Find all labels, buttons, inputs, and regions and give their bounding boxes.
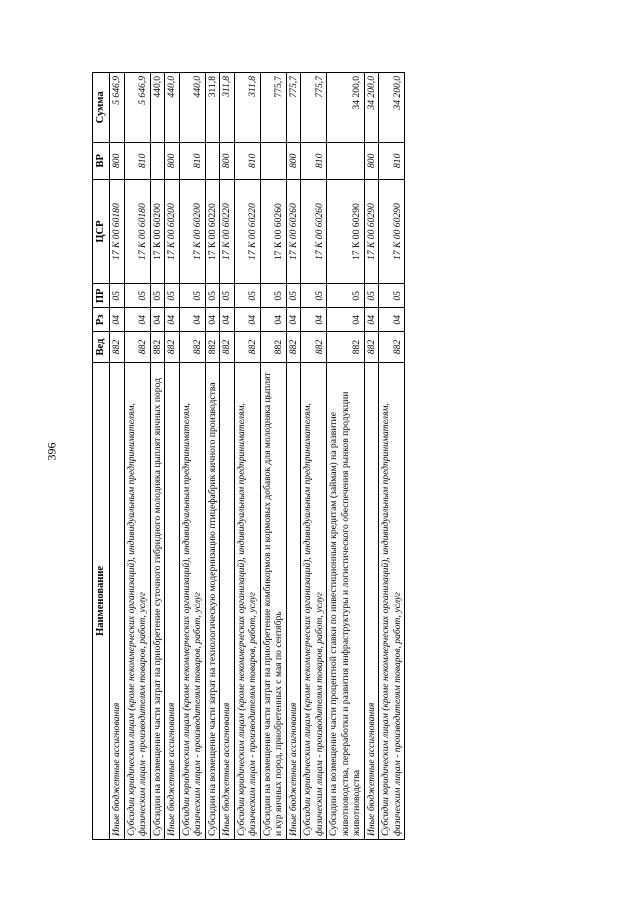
table-row <box>124 73 150 840</box>
cell-pr: 05 <box>234 284 260 308</box>
table-row <box>110 73 125 840</box>
cell-pr: 05 <box>364 284 379 308</box>
cell-csr: 17 К 00 60290 <box>327 179 365 284</box>
cell-name: Субсидии юридическим лицам (кроме некоммерческих организаций), индивидуальным предпринимателям, физическим лицам - производителям товаров, работ, услуг <box>379 362 405 839</box>
cell-name: Иные бюджетные ассигнования <box>286 362 301 839</box>
header-ved: Вед <box>93 332 110 363</box>
cell-csr: 17 К 00 60220 <box>220 179 235 284</box>
cell-name: Субсидии на возмещение части процентной ставки по инвестиционным кредитам (займам) на развитие животноводства, переработки и развития инфраструктуры и логистического обеспечения рынков продукции животноводства <box>327 362 365 839</box>
header-csr: ЦСР <box>93 179 110 284</box>
cell-name: Субсидии юридическим лицам (кроме некоммерческих организаций), индивидуальным предпринимателям, физическим лицам - производителям товаров, работ, услуг <box>124 362 150 839</box>
table-row <box>301 73 327 840</box>
table-row <box>165 73 180 840</box>
cell-pr: 05 <box>179 284 205 308</box>
table-row <box>327 73 365 840</box>
budget-table <box>92 72 405 840</box>
table-row <box>150 73 165 840</box>
cell-ved: 882 <box>260 332 286 363</box>
cell-csr: 17 К 00 60180 <box>110 179 125 284</box>
cell-name: Иные бюджетные ассигнования <box>165 362 180 839</box>
cell-pr: 05 <box>124 284 150 308</box>
cell-sum: 440,0 <box>150 73 165 143</box>
cell-rz: 04 <box>220 308 235 332</box>
cell-csr: 17 К 00 60260 <box>286 179 301 284</box>
cell-sum: 440,0 <box>179 73 205 143</box>
cell-ved: 882 <box>124 332 150 363</box>
cell-vr: 810 <box>234 142 260 179</box>
cell-csr: 17 К 00 60200 <box>150 179 165 284</box>
cell-ved: 882 <box>379 332 405 363</box>
page-number: 396 <box>44 442 59 461</box>
cell-rz: 04 <box>301 308 327 332</box>
cell-sum: 311,8 <box>234 73 260 143</box>
header-rz: Рз <box>93 308 110 332</box>
cell-vr: 810 <box>179 142 205 179</box>
cell-sum: 34 200,0 <box>364 73 379 143</box>
cell-pr: 05 <box>220 284 235 308</box>
table-header-row <box>93 73 110 840</box>
cell-rz: 04 <box>179 308 205 332</box>
table-row <box>364 73 379 840</box>
cell-sum: 440,0 <box>165 73 180 143</box>
cell-vr: 810 <box>124 142 150 179</box>
cell-name: Субсидии юридическим лицам (кроме некоммерческих организаций), индивидуальным предпринимателям, физическим лицам - производителям товаров, работ, услуг <box>234 362 260 839</box>
cell-pr: 05 <box>205 284 220 308</box>
cell-pr: 05 <box>260 284 286 308</box>
cell-sum: 775,7 <box>301 73 327 143</box>
cell-name: Иные бюджетные ассигнования <box>364 362 379 839</box>
cell-vr: 810 <box>379 142 405 179</box>
cell-ved: 882 <box>179 332 205 363</box>
cell-name: Субсидии на возмещение части затрат на технологическую модернизацию птицефабрик яичного производства <box>205 362 220 839</box>
table-row <box>205 73 220 840</box>
table-row <box>179 73 205 840</box>
cell-sum: 5 646,9 <box>124 73 150 143</box>
cell-rz: 04 <box>379 308 405 332</box>
cell-name: Субсидии юридическим лицам (кроме некоммерческих организаций), индивидуальным предпринимателям, физическим лицам - производителям товаров, работ, услуг <box>301 362 327 839</box>
cell-vr <box>150 142 165 179</box>
header-name: Наименование <box>93 362 110 839</box>
cell-rz: 04 <box>205 308 220 332</box>
cell-ved: 882 <box>301 332 327 363</box>
rotated-page-content <box>92 72 572 840</box>
table-row <box>234 73 260 840</box>
cell-csr: 17 К 00 60200 <box>165 179 180 284</box>
cell-name: Субсидии юридическим лицам (кроме некоммерческих организаций), индивидуальным предпринимателям, физическим лицам - производителям товаров, работ, услуг <box>179 362 205 839</box>
cell-vr: 800 <box>364 142 379 179</box>
cell-vr: 800 <box>220 142 235 179</box>
cell-rz: 04 <box>364 308 379 332</box>
cell-vr: 800 <box>110 142 125 179</box>
cell-name: Иные бюджетные ассигнования <box>110 362 125 839</box>
cell-sum: 5 646,9 <box>110 73 125 143</box>
header-vr: ВР <box>93 142 110 179</box>
cell-ved: 882 <box>327 332 365 363</box>
header-pr: ПР <box>93 284 110 308</box>
cell-vr <box>260 142 286 179</box>
cell-name: Субсидии на возмещение части затрат на приобретение комбикормов и кормовых добавок для молодняка цыплят и кур яичных пород, приобретенных с мая по сентябрь <box>260 362 286 839</box>
cell-pr: 05 <box>379 284 405 308</box>
cell-pr: 05 <box>301 284 327 308</box>
cell-rz: 04 <box>165 308 180 332</box>
cell-ved: 882 <box>234 332 260 363</box>
cell-ved: 882 <box>364 332 379 363</box>
cell-rz: 04 <box>327 308 365 332</box>
cell-rz: 04 <box>260 308 286 332</box>
cell-sum: 775,7 <box>286 73 301 143</box>
table-row <box>260 73 286 840</box>
cell-pr: 05 <box>327 284 365 308</box>
cell-rz: 04 <box>150 308 165 332</box>
cell-name: Иные бюджетные ассигнования <box>220 362 235 839</box>
cell-vr: 810 <box>301 142 327 179</box>
cell-pr: 05 <box>110 284 125 308</box>
cell-ved: 882 <box>150 332 165 363</box>
cell-csr: 17 К 00 60290 <box>364 179 379 284</box>
cell-sum: 775,7 <box>260 73 286 143</box>
cell-csr: 17 К 00 60220 <box>234 179 260 284</box>
cell-vr: 800 <box>286 142 301 179</box>
header-sum: Сумма <box>93 73 110 143</box>
cell-csr: 17 К 00 60220 <box>205 179 220 284</box>
cell-csr: 17 К 00 60260 <box>260 179 286 284</box>
cell-vr <box>205 142 220 179</box>
cell-rz: 04 <box>286 308 301 332</box>
cell-csr: 17 К 00 60200 <box>179 179 205 284</box>
cell-rz: 04 <box>124 308 150 332</box>
cell-csr: 17 К 00 60180 <box>124 179 150 284</box>
cell-sum: 311,8 <box>220 73 235 143</box>
cell-sum: 311,8 <box>205 73 220 143</box>
cell-pr: 05 <box>165 284 180 308</box>
cell-ved: 882 <box>220 332 235 363</box>
cell-sum: 34 200,0 <box>327 73 365 143</box>
cell-ved: 882 <box>286 332 301 363</box>
cell-vr: 800 <box>165 142 180 179</box>
cell-ved: 882 <box>165 332 180 363</box>
cell-sum: 34 200,0 <box>379 73 405 143</box>
cell-rz: 04 <box>234 308 260 332</box>
cell-ved: 882 <box>110 332 125 363</box>
cell-ved: 882 <box>205 332 220 363</box>
table-row <box>286 73 301 840</box>
cell-csr: 17 К 00 60290 <box>379 179 405 284</box>
cell-pr: 05 <box>286 284 301 308</box>
cell-name: Субсидии на возмещение части затрат на приобретение суточного гибридного молодняка цыплят яичных пород <box>150 362 165 839</box>
cell-csr: 17 К 00 60260 <box>301 179 327 284</box>
cell-pr: 05 <box>150 284 165 308</box>
cell-rz: 04 <box>110 308 125 332</box>
table-row <box>379 73 405 840</box>
cell-vr <box>327 142 365 179</box>
table-row <box>220 73 235 840</box>
